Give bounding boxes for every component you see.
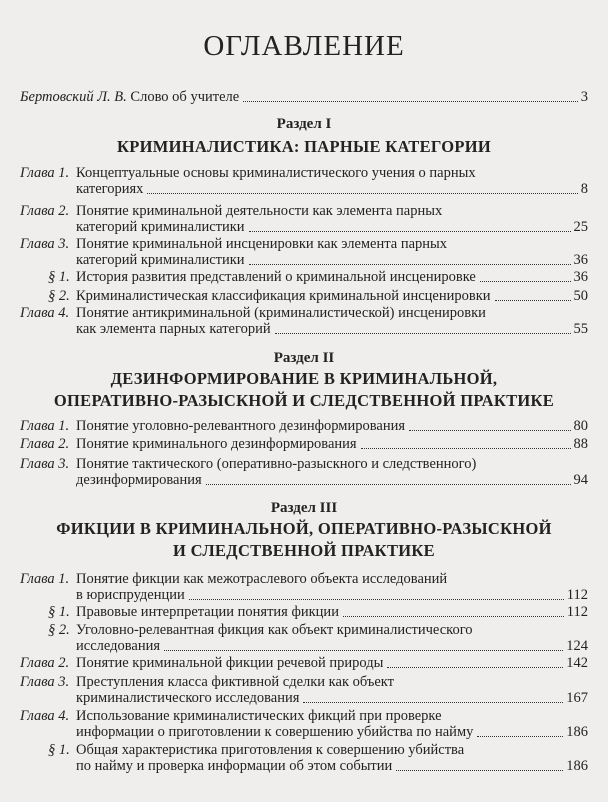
entry-text: Концептуальные основы криминалистического учения о парных bbox=[76, 165, 476, 181]
dot-leader bbox=[480, 281, 571, 282]
entry-text: Криминалистическая классификация криминальной инсценировки bbox=[76, 288, 491, 304]
page-number: 25 bbox=[573, 219, 588, 235]
toc-entry[interactable] bbox=[20, 708, 588, 740]
entry-text: криминалистического исследования bbox=[76, 690, 300, 706]
entry-label: Глава 3. bbox=[20, 674, 70, 690]
entry-label: § 1. bbox=[48, 269, 70, 285]
entry-label: Глава 2. bbox=[20, 203, 70, 219]
dot-leader bbox=[206, 484, 571, 485]
page-number: 80 bbox=[573, 418, 588, 434]
entry-text: по найму и проверка информации об этом событии bbox=[76, 758, 393, 774]
entry-text: Понятие антикриминальной (криминалистической) инсценировки bbox=[76, 305, 486, 321]
entry-text: категориях bbox=[76, 181, 144, 197]
entry-text: Общая характеристика приготовления к совершению убийства bbox=[76, 742, 465, 758]
toc-entry[interactable] bbox=[20, 418, 588, 434]
section-number: Раздел II bbox=[273, 350, 335, 366]
entry-text: Понятие криминальной инсценировки как элемента парных bbox=[76, 236, 448, 252]
entry-label: § 2. bbox=[48, 622, 70, 638]
dot-leader bbox=[495, 300, 571, 301]
toc-entry[interactable] bbox=[20, 456, 588, 488]
dot-leader bbox=[477, 736, 563, 737]
dot-leader bbox=[409, 430, 570, 431]
toc-entry[interactable] bbox=[20, 236, 588, 268]
entry-text: История развития представлений о криминальной инсценировке bbox=[76, 269, 476, 285]
toc-entry[interactable] bbox=[48, 288, 588, 304]
toc-entry[interactable] bbox=[48, 742, 588, 774]
dot-leader bbox=[387, 667, 563, 668]
dot-leader bbox=[147, 193, 577, 194]
dot-leader bbox=[303, 702, 563, 703]
entry-label: Глава 3. bbox=[20, 236, 70, 252]
toc-entry-preface bbox=[20, 89, 588, 105]
page-number: 50 bbox=[573, 288, 588, 304]
dot-leader bbox=[164, 650, 563, 651]
entry-label: Глава 2. bbox=[20, 655, 70, 671]
dot-leader bbox=[189, 599, 564, 600]
dot-leader bbox=[396, 770, 563, 771]
entry-text: Понятие фикции как межотраслевого объекта исследований bbox=[76, 571, 448, 587]
preface-author: Бертовский Л. В. bbox=[20, 89, 127, 105]
entry-text: Понятие тактического (оперативно-разыскного и следственного) bbox=[76, 456, 477, 472]
entry-text: Преступления класса фиктивной сделки как объект bbox=[76, 674, 395, 690]
toc-entry[interactable] bbox=[20, 674, 588, 706]
section-number: Раздел I bbox=[276, 116, 332, 132]
entry-text: Правовые интерпретации понятия фикции bbox=[76, 604, 339, 620]
entry-text: Понятие криминальной деятельности как элемента парных bbox=[76, 203, 443, 219]
entry-text: дезинформирования bbox=[76, 472, 202, 488]
page-number: 94 bbox=[573, 472, 588, 488]
entry-text: Уголовно-релевантная фикция как объект криминалистического bbox=[76, 622, 473, 638]
entry-text: как элемента парных категорий bbox=[76, 321, 271, 337]
page-number: 186 bbox=[566, 758, 588, 774]
page-number: 112 bbox=[566, 587, 588, 603]
toc-entry[interactable] bbox=[20, 203, 588, 235]
toc-entry[interactable] bbox=[48, 604, 588, 620]
page-number: 36 bbox=[573, 269, 588, 285]
toc-entry[interactable] bbox=[20, 165, 588, 197]
entry-label: § 2. bbox=[48, 288, 70, 304]
entry-text: исследования bbox=[76, 638, 161, 654]
dot-leader bbox=[343, 616, 564, 617]
entry-label: Глава 4. bbox=[20, 305, 70, 321]
page-number: 88 bbox=[573, 436, 588, 452]
toc-entry[interactable] bbox=[20, 571, 588, 603]
entry-text: категорий криминалистики bbox=[76, 219, 245, 235]
entry-text: информации о приготовлении к совершению убийства по найму bbox=[76, 724, 474, 740]
toc-entry[interactable] bbox=[48, 622, 588, 654]
toc-entry[interactable] bbox=[20, 655, 588, 671]
page-number: 112 bbox=[566, 604, 588, 620]
entry-label: § 1. bbox=[48, 604, 70, 620]
entry-label: Глава 3. bbox=[20, 456, 70, 472]
dot-leader bbox=[243, 101, 578, 102]
entry-text: Понятие криминального дезинформирования bbox=[76, 436, 357, 452]
page-number: 186 bbox=[566, 724, 588, 740]
entry-text: Понятие уголовно-релевантного дезинформирования bbox=[76, 418, 406, 434]
entry-text: Использование криминалистических фикций при проверке bbox=[76, 708, 442, 724]
page-number: 8 bbox=[580, 181, 588, 197]
entry-label: Глава 4. bbox=[20, 708, 70, 724]
dot-leader bbox=[361, 448, 571, 449]
entry-text: Понятие криминальной фикции речевой природы bbox=[76, 655, 384, 671]
entry-text: категорий криминалистики bbox=[76, 252, 245, 268]
section-title: ДЕЗИНФОРМИРОВАНИЕ В КРИМИНАЛЬНОЙ, ОПЕРАТИВНО-РАЗЫСКНОЙ И СЛЕДСТВЕННОЙ ПРАКТИКЕ bbox=[53, 369, 555, 410]
entry-label: Глава 2. bbox=[20, 436, 70, 452]
page-number: 142 bbox=[566, 655, 588, 671]
page-number: 3 bbox=[580, 89, 588, 105]
toc-entry[interactable] bbox=[48, 269, 588, 285]
section-title: ФИКЦИИ В КРИМИНАЛЬНОЙ, ОПЕРАТИВНО-РАЗЫСКНОЙ И СЛЕДСТВЕННОЙ ПРАКТИКЕ bbox=[56, 519, 552, 560]
entry-text: в юриспруденции bbox=[76, 587, 185, 603]
page-number: 36 bbox=[573, 252, 588, 268]
entry-label: Глава 1. bbox=[20, 165, 70, 181]
dot-leader bbox=[249, 264, 571, 265]
toc-entry[interactable] bbox=[20, 436, 588, 452]
dot-leader bbox=[249, 231, 571, 232]
section-title: КРИМИНАЛИСТИКА: ПАРНЫЕ КАТЕГОРИИ bbox=[116, 137, 492, 156]
entry-label: Глава 1. bbox=[20, 571, 70, 587]
page-number: 55 bbox=[573, 321, 588, 337]
page-title: ОГЛАВЛЕНИЕ bbox=[203, 30, 405, 62]
page-number: 167 bbox=[566, 690, 588, 706]
page-number: 124 bbox=[566, 638, 588, 654]
dot-leader bbox=[275, 333, 571, 334]
toc-entry[interactable] bbox=[20, 305, 588, 337]
preface-title: Слово об учителе bbox=[130, 89, 240, 105]
section-number: Раздел III bbox=[270, 500, 338, 516]
entry-label: § 1. bbox=[48, 742, 70, 758]
entry-label: Глава 1. bbox=[20, 418, 70, 434]
